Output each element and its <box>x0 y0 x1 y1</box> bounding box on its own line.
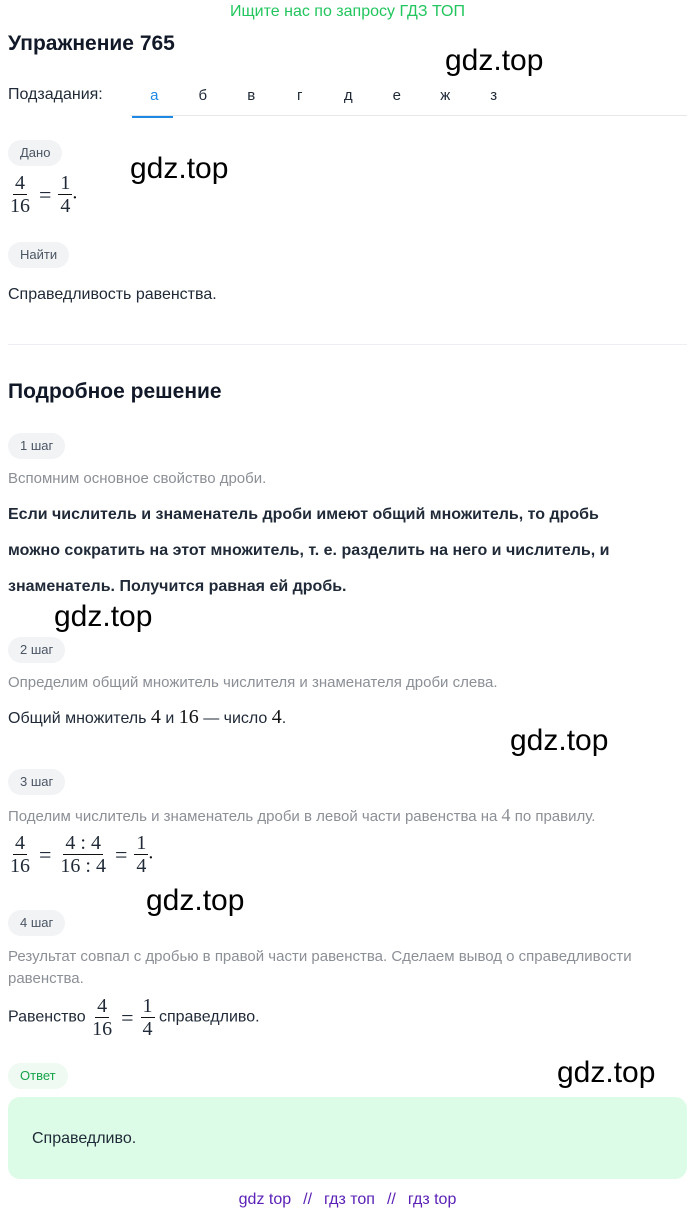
subtask-tabs <box>130 82 518 116</box>
given-period: . <box>72 181 78 204</box>
step-3-equation: $\frac{4}{16}$ = $\frac{4 : 4}{16 : 4}$ = $\frac{1}{4}$ . <box>10 832 154 877</box>
find-badge: Найти <box>8 242 69 268</box>
tab-b[interactable]: б <box>198 87 208 104</box>
step-3-period: . <box>148 841 154 864</box>
step-1-rule-line: знаменатель. Получится равная ей дробь. <box>8 578 347 595</box>
tab-z[interactable]: з <box>490 87 498 104</box>
page-title: Упражнение 765 <box>8 32 175 55</box>
step-3-f2-denominator: 16 : 4 <box>60 855 106 877</box>
top-banner[interactable]: Ищите нас по запросу ГДЗ ТОП <box>230 3 465 20</box>
step-4-f2-denominator: 4 <box>142 1018 153 1040</box>
find-text: Справедливость равенства. <box>8 286 217 303</box>
watermark: gdz.top <box>146 884 245 917</box>
watermark: gdz.top <box>54 600 153 633</box>
watermark: gdz.top <box>557 1056 656 1089</box>
watermark: gdz.top <box>130 152 229 185</box>
step-3-hint-text: Поделим числитель и знаменатель дроби в левой части равенства на <box>8 808 502 825</box>
step-4-text: справедливо. <box>154 1008 260 1026</box>
watermark: gdz.top <box>445 44 544 77</box>
step-3-hint-math: 4 <box>501 805 511 825</box>
step-2-text: Общий множитель <box>8 710 151 727</box>
watermark: gdz.top <box>510 724 609 757</box>
step-2-statement <box>8 706 286 729</box>
step-2-hint: Определим общий множитель числителя и знаменателя дроби слева. <box>8 674 498 691</box>
step-1-badge: 1 шаг <box>8 433 65 459</box>
step-2-text: и <box>160 710 179 727</box>
tab-zh[interactable]: ж <box>440 87 451 104</box>
section-divider <box>8 344 687 345</box>
tab-g[interactable]: г <box>297 87 303 104</box>
step-3-f1-denominator: 16 <box>10 855 30 877</box>
step-4-text: Равенство <box>8 1008 91 1026</box>
answer-badge: Ответ <box>8 1063 68 1089</box>
given-left-denominator: 16 <box>10 195 30 217</box>
step-3-f3-denominator: 4 <box>136 855 147 877</box>
step-2-math: 16 <box>178 706 199 728</box>
step-2-text: . <box>281 710 287 727</box>
step-2-badge: 2 шаг <box>8 637 65 663</box>
subtasks-label: Подзадания: <box>8 86 103 103</box>
footer-link[interactable]: гдз top <box>407 1191 457 1208</box>
step-2-math: 4 <box>150 706 161 728</box>
step-1-hint: Вспомним основное свойство дроби. <box>8 470 267 487</box>
step-3-hint <box>8 805 595 826</box>
step-2-math: 4 <box>271 706 282 728</box>
step-4-hint <box>8 946 632 990</box>
step-1-rule-line: Если числитель и знаменатель дроби имеют общий множитель, то дробь <box>8 506 599 523</box>
step-1-rule-line: можно сократить на этот множитель, т. е. разделить на него и числитель, и <box>8 542 610 559</box>
solution-heading: Подробное решение <box>8 380 222 403</box>
footer-separator: // <box>386 1191 396 1208</box>
step-4-statement: Равенство $\frac{4}{16}$ = $\frac{1}{4}$ справедливо. <box>8 995 260 1040</box>
footer-link[interactable]: gdz top <box>238 1191 292 1208</box>
footer-links <box>0 1191 695 1209</box>
step-4-hint-line: равенства. <box>8 970 84 987</box>
tabs-divider <box>130 115 687 116</box>
footer-separator: // <box>303 1191 313 1208</box>
given-right-numerator: 1 <box>60 172 71 194</box>
given-badge: Дано <box>8 140 62 166</box>
step-3-badge: 3 шаг <box>8 769 65 795</box>
footer-link[interactable]: гдз топ <box>324 1191 375 1208</box>
given-left-numerator: 4 <box>15 172 25 194</box>
step-4-hint-line: Результат совпал с дробью в правой части равенства. Сделаем вывод о справедливости <box>8 948 632 965</box>
step-3-f1-numerator: 4 <box>15 832 25 854</box>
step-4-f1-numerator: 4 <box>97 995 108 1017</box>
step-3-f3-numerator: 1 <box>136 832 147 854</box>
step-3-f2-numerator: 4 : 4 <box>65 832 101 854</box>
step-4-badge: 4 шаг <box>8 910 65 936</box>
step-2-text: — число <box>198 710 272 727</box>
answer-text: Справедливо. <box>32 1130 137 1147</box>
tab-e[interactable]: е <box>392 87 401 104</box>
tab-a[interactable]: а <box>130 82 179 116</box>
given-right-denominator: 4 <box>60 195 71 217</box>
tab-v[interactable]: в <box>247 87 256 104</box>
tab-d[interactable]: д <box>343 87 353 104</box>
step-4-f2-numerator: 1 <box>142 995 153 1017</box>
given-equation: $\frac{4}{16}$ = $\frac{1}{4}$ . <box>10 172 78 217</box>
step-3-hint-text: по правилу. <box>510 808 596 825</box>
step-4-f1-denominator: 16 <box>92 1018 113 1040</box>
